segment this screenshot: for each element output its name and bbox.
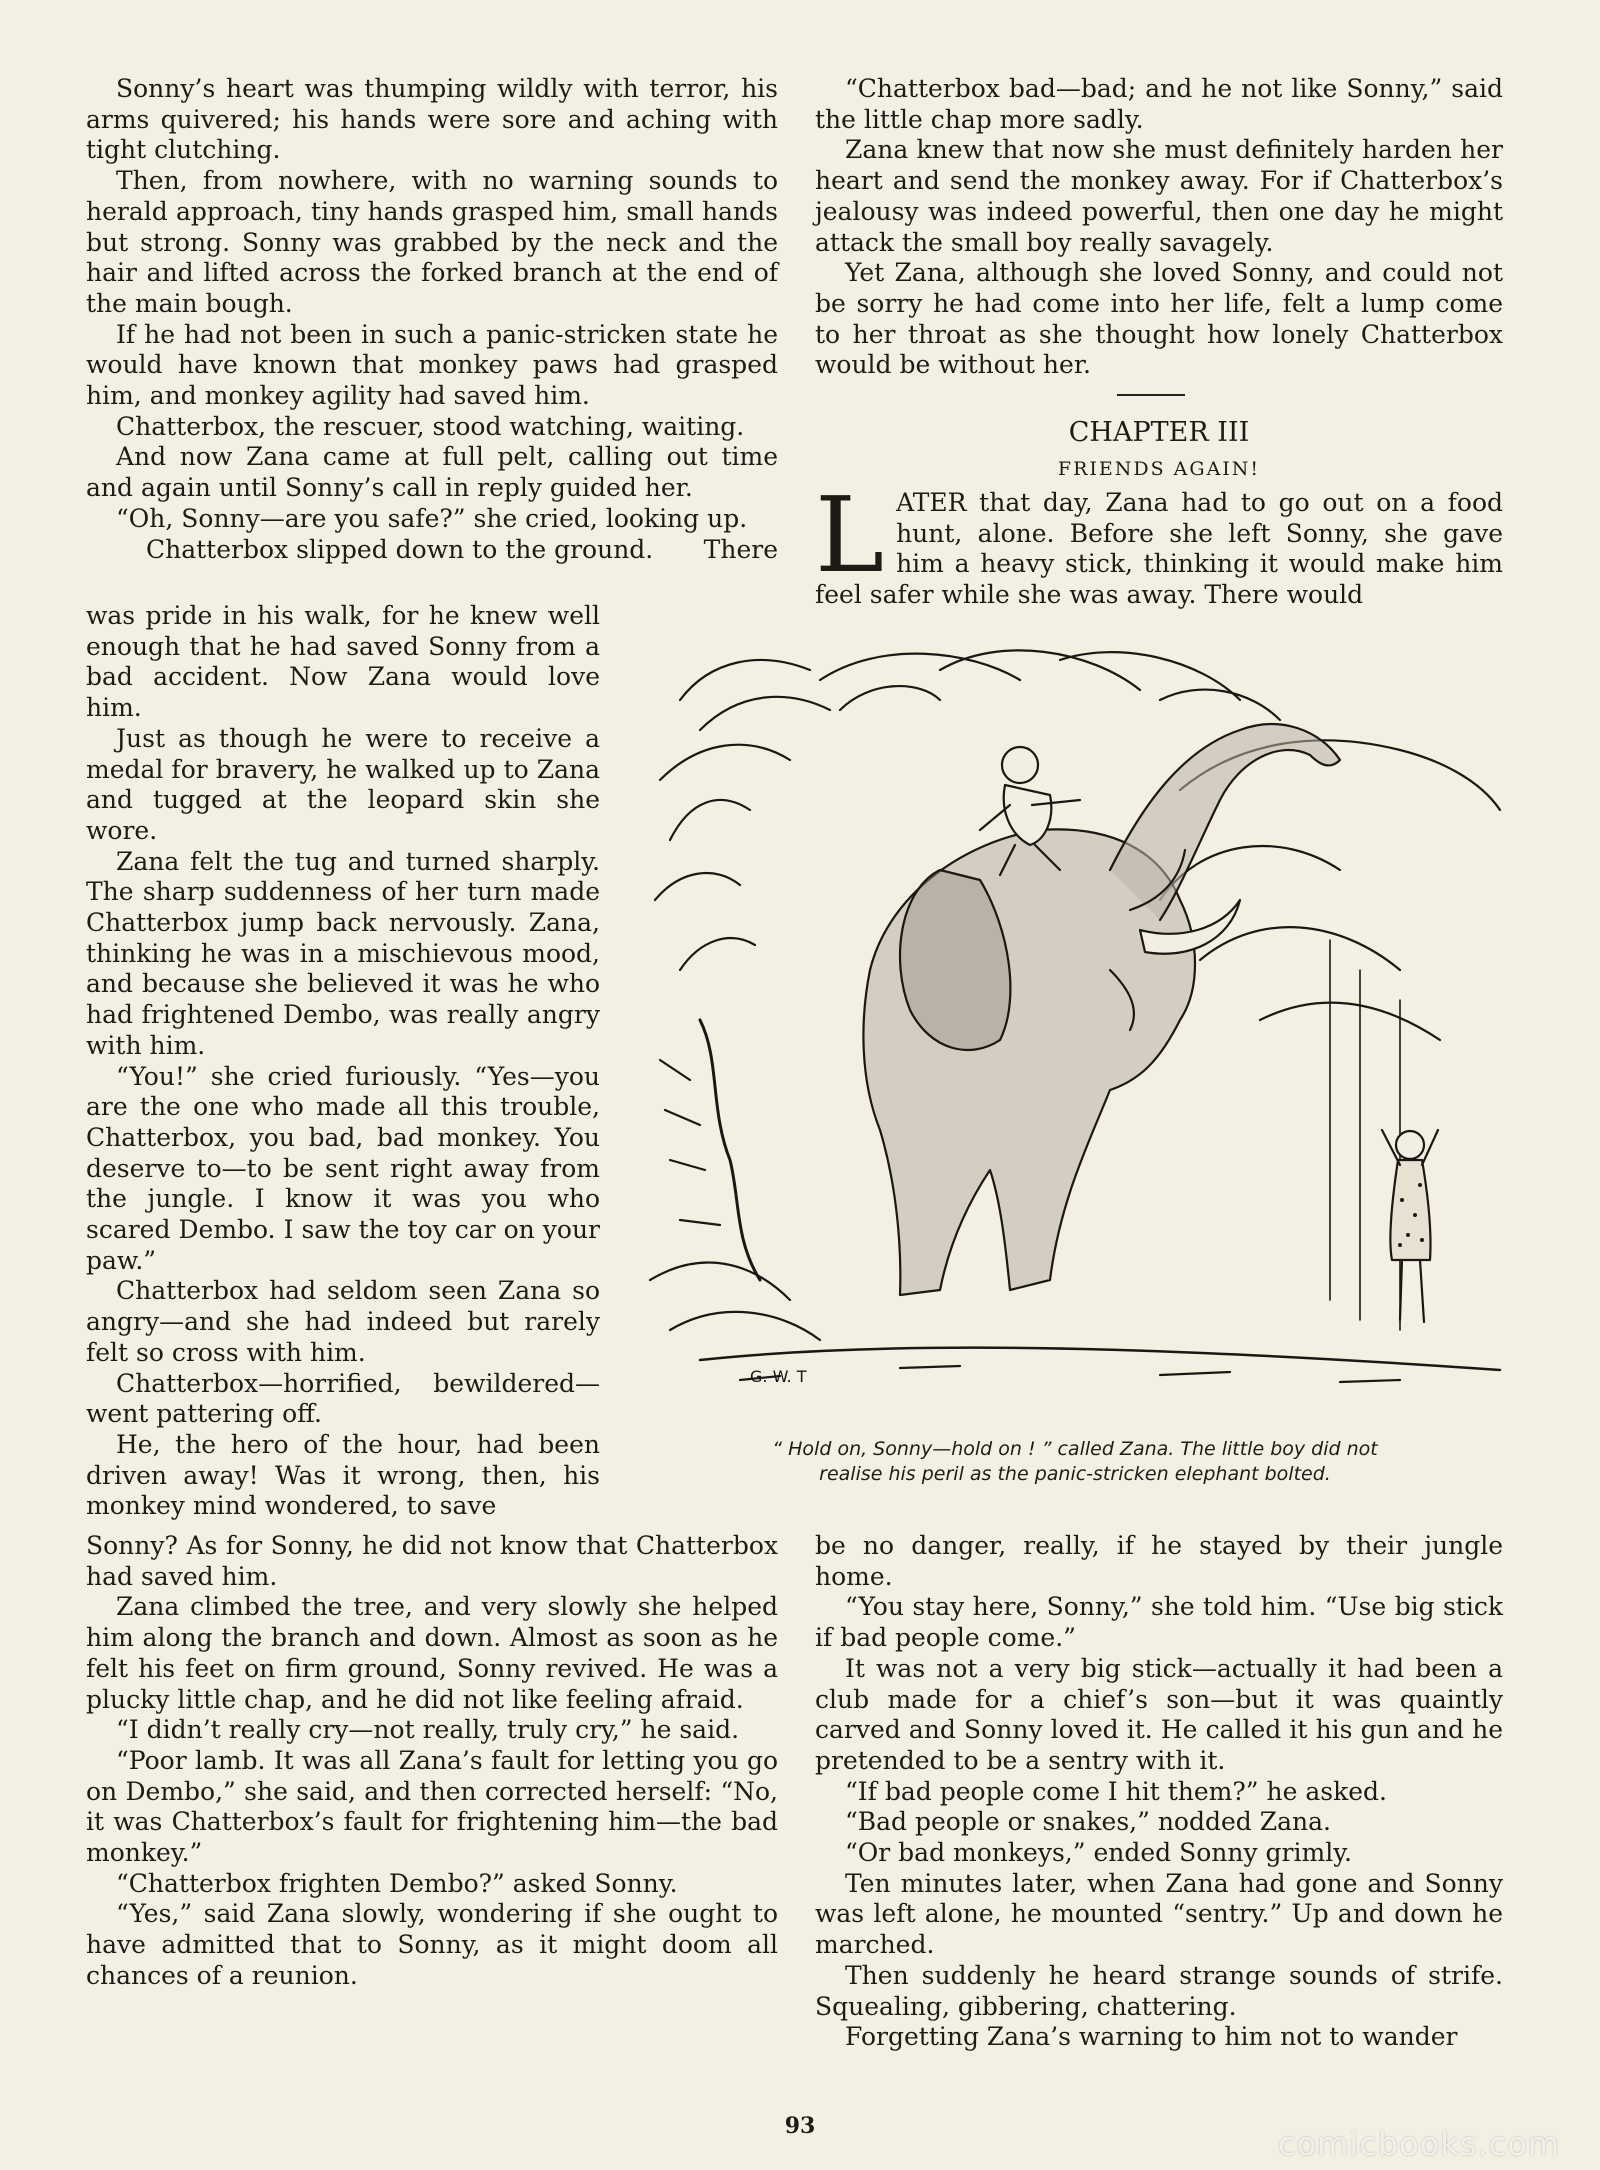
paragraph: It was not a very big stick—actually it had been a club made for a chief’s son—but it was quaintly carved and Sonny loved it. He called it his gun and he pretended to be a sentry with it. <box>815 1653 1503 1775</box>
paragraph: “You!” she cried furiously. “Yes—you are the one who made all this trouble, Chatterbox, you bad, bad monkey. You deserve to—to be sent right away from the jungle. I know it was you who scared Dembo. I saw the toy car on your paw.” <box>86 1061 600 1275</box>
artist-signature: G. W. T <box>750 1367 807 1386</box>
watermark: comicbooks.com <box>1277 2125 1560 2163</box>
paragraph-wide-line <box>86 535 778 566</box>
left-column-bottom <box>86 1531 778 1992</box>
paragraph: “Chatterbox bad—bad; and he not like Sonny,” said the little chap more sadly. <box>815 74 1503 134</box>
paragraph: “Or bad monkeys,” ended Sonny grimly. <box>845 1838 1352 1868</box>
paragraph: He, the hero of the hour, had been driven away! Was it wrong, then, his monkey mind wondered, to save <box>86 1429 600 1521</box>
paragraph: “Bad people or snakes,” nodded Zana. <box>845 1807 1331 1837</box>
right-column-bottom <box>815 1531 1503 2053</box>
paragraph: Ten minutes later, when Zana had gone and Sonny was left alone, he mounted “sentry.” Up and down he marched. <box>815 1868 1503 1960</box>
illustration-caption <box>690 1437 1460 1487</box>
paragraph: “You stay here, Sonny,” she told him. “Use big stick if bad people come.” <box>815 1592 1503 1653</box>
paragraph: Then, from nowhere, with no warning sounds to herald approach, tiny hands grasped him, small hands but strong. Sonny was grabbed by the neck and the hair and lifted across the forked branch at the end of the main bough. <box>86 166 778 318</box>
paragraph: Sonny’s heart was thumping wildly with terror, his arms quivered; his hands were sore and aching with tight clutching. <box>86 74 778 165</box>
chapter-title: CHAPTER III <box>1068 417 1250 448</box>
left-column-top <box>86 74 778 565</box>
left-column-wrap <box>86 601 600 1522</box>
paragraph: Forgetting Zana’s warning to him not to wander <box>845 2022 1458 2052</box>
paragraph: “If bad people come I hit them?” he asked. <box>845 1776 1387 1806</box>
right-column-top <box>815 74 1503 381</box>
paragraph: “Poor lamb. It was all Zana’s fault for letting you go on Dembo,” she said, and then corrected herself: “No, it was Chatterbox’s fault for frightening him—the bad monkey.” <box>86 1745 778 1868</box>
paragraph: was pride in his walk, for he knew well enough that he had saved Sonny from a bad accident. Now Zana would love him. <box>86 601 600 723</box>
wide-line-end: There <box>703 534 778 564</box>
paragraph: Sonny? As for Sonny, he did not know that Chatterbox had saved him. <box>86 1531 778 1591</box>
paragraph: Yet Zana, although she loved Sonny, and could not be sorry he had come into her life, felt a lump come to her throat as she thought how lonely Chatterbox would be without her. <box>815 258 1503 380</box>
paragraph: be no danger, really, if he stayed by their jungle home. <box>815 1531 1503 1591</box>
paragraph: Just as though he were to receive a medal for bravery, he walked up to Zana and tugged at the leopard skin she wore. <box>86 723 600 845</box>
elephant-illustration <box>640 640 1510 1410</box>
caption-line: realise his peril as the panic-stricken elephant bolted. <box>819 1463 1331 1485</box>
opening-paragraph: ATER that day, Zana had to go out on a food hunt, alone. Before she left Sonny, she gave him a heavy stick, thinking it would make him feel safer while she was away. There would <box>815 488 1503 610</box>
paragraph: “Yes,” said Zana slowly, wondering if she ought to have admitted that to Sonny, as it might doom all chances of a reunion. <box>86 1899 778 1990</box>
paragraph: “I didn’t really cry—not really, truly cry,” he said. <box>116 1715 740 1745</box>
paragraph: “Chatterbox frighten Dembo?” asked Sonny. <box>116 1868 678 1898</box>
paragraph: Chatterbox had seldom seen Zana so angry—and she had indeed but rarely felt so cross with him. <box>86 1276 600 1367</box>
paragraph: Zana felt the tug and turned sharply. The sharp suddenness of her turn made Chatterbox jump back nervously. Zana, thinking he was in a mischievous mood, and because she believed it was he who had frightened Dembo, was really angry with him. <box>86 846 600 1060</box>
chapter-subtitle: FRIENDS AGAIN! <box>1057 458 1261 480</box>
paragraph: Chatterbox, the rescuer, stood watching, waiting. <box>116 411 745 441</box>
wide-line-start: Chatterbox slipped down to the ground. <box>146 534 654 564</box>
drop-cap: L <box>815 474 885 596</box>
paragraph: Chatterbox—horrified, bewildered—went pattering off. <box>86 1368 600 1429</box>
paragraph: If he had not been in such a panic-stricken state he would have known that monkey paws had grasped him, and monkey agility had saved him. <box>86 319 778 411</box>
paragraph: And now Zana came at full pelt, calling out time and again until Sonny’s call in reply guided her. <box>86 442 778 503</box>
paragraph: “Oh, Sonny—are you safe?” she cried, looking up. <box>116 503 748 533</box>
paragraph: Zana knew that now she must definitely harden her heart and send the monkey away. For if Chatterbox’s jealousy was indeed powerful, then one day he might attack the small boy really savagely. <box>815 135 1503 257</box>
paragraph: Zana climbed the tree, and very slowly she helped him along the branch and down. Almost as soon as he felt his feet on firm ground, Sonny revived. He was a plucky little chap, and he did not like feeling afraid. <box>86 1592 778 1714</box>
chapter-opening <box>815 474 1503 611</box>
paragraph: Then suddenly he heard strange sounds of strife. Squealing, gibbering, chattering. <box>815 1960 1503 2021</box>
page-number: 93 <box>784 2113 816 2139</box>
caption-line: “ Hold on, Sonny—hold on ! ” called Zana. The little boy did not <box>772 1438 1378 1460</box>
chapter-divider-rule <box>1117 394 1185 396</box>
